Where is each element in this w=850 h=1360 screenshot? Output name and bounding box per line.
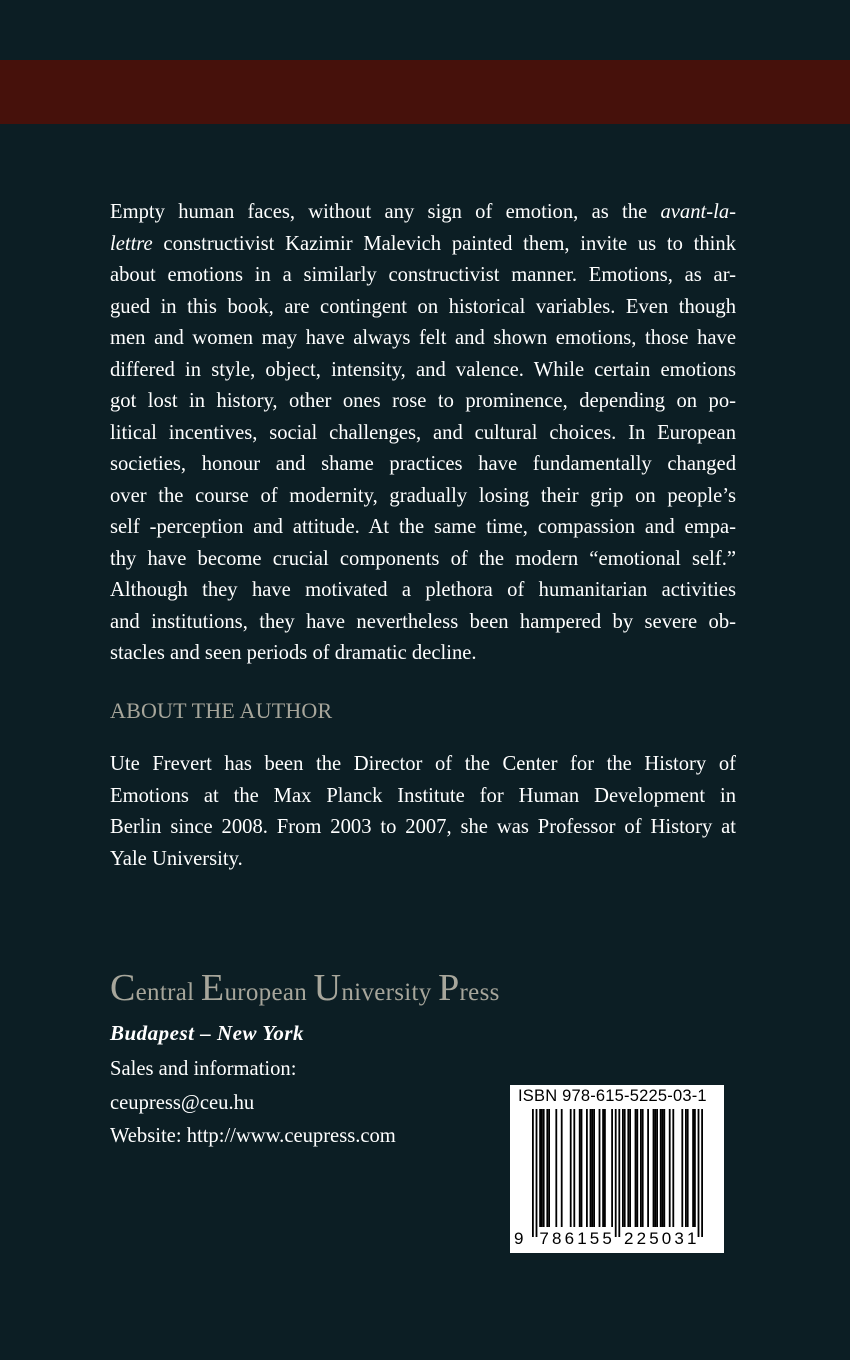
- description-line: men and women may have always felt and shown emotions, those have: [110, 327, 736, 349]
- barcode-bar: [624, 1109, 626, 1227]
- barcode-bar: [573, 1109, 575, 1227]
- barcode-bar: [590, 1109, 592, 1227]
- publisher-word-rest: ress: [459, 979, 500, 1006]
- book-description: [110, 197, 736, 670]
- description-line: about emotions in a similarly constructivist manner. Emotions, as ar-: [110, 264, 736, 286]
- barcode-digit: 0: [661, 1229, 672, 1248]
- isbn-label: ISBN 978-615-5225-03-1: [518, 1087, 707, 1105]
- barcode-bar: [581, 1109, 583, 1227]
- barcode-bar: [698, 1109, 700, 1237]
- isbn-barcode: [510, 1085, 724, 1253]
- publisher-email[interactable]: ceupress@ceu.hu: [110, 1092, 255, 1114]
- bio-line: Ute Frevert has been the Director of the Center for the History of: [110, 753, 736, 775]
- barcode-bar: [663, 1109, 665, 1227]
- barcode-bar: [681, 1109, 683, 1227]
- description-text: Empty human faces, without any sign of emotion, as the: [110, 201, 661, 223]
- barcode-bar: [622, 1109, 624, 1227]
- barcode-bar: [539, 1109, 541, 1227]
- bio-line: Emotions at the Max Planck Institute for Human Development in: [110, 784, 736, 807]
- publisher-word-rest: niversity: [341, 979, 439, 1006]
- publisher-initial: C: [110, 967, 136, 1009]
- description-line: Although they have motivated a plethora of humanitarian activities: [110, 579, 736, 601]
- barcode-bar: [561, 1109, 563, 1227]
- description-line: litical incentives, social challenges, and cultural choices. In European: [110, 421, 736, 444]
- author-bio: [110, 749, 736, 875]
- bio-line: Yale University.: [110, 847, 243, 870]
- barcode-bar: [591, 1109, 593, 1227]
- barcode-bar: [570, 1109, 572, 1227]
- barcode-bar: [653, 1109, 655, 1227]
- barcode-digit: 2: [636, 1229, 647, 1248]
- description-line: got lost in history, other ones rose to prominence, depending on po-: [110, 390, 736, 412]
- barcode-bar: [555, 1109, 557, 1227]
- sales-info-label: Sales and information:: [110, 1058, 297, 1080]
- barcode-bar: [604, 1109, 606, 1227]
- barcode-bar: [701, 1109, 703, 1237]
- barcode-bar: [685, 1109, 687, 1227]
- barcode-digit: 5: [589, 1229, 600, 1248]
- barcode-bar: [618, 1109, 620, 1237]
- barcode-bar: [593, 1109, 595, 1227]
- barcode-bar: [536, 1109, 538, 1237]
- barcode-bar: [647, 1109, 649, 1227]
- barcode-bar: [660, 1109, 662, 1227]
- barcode-digit: 1: [687, 1229, 697, 1248]
- barcode-bar: [694, 1109, 696, 1227]
- barcode-bar: [602, 1109, 604, 1227]
- barcode-bar: [543, 1109, 545, 1227]
- barcode-bar: [546, 1109, 548, 1227]
- publisher-cities: Budapest – New York: [110, 1021, 305, 1045]
- barcode-digit: 5: [649, 1229, 659, 1248]
- barcode-bar: [611, 1109, 613, 1227]
- publisher-word-rest: uropean: [224, 979, 314, 1006]
- description-line: differed in style, object, intensity, and valence. While certain emotions: [110, 358, 736, 381]
- publisher-initial: P: [438, 967, 460, 1009]
- barcode-bar: [687, 1109, 689, 1227]
- barcode-digit: 9: [514, 1229, 524, 1248]
- barcode-bar: [629, 1109, 631, 1227]
- description-line: and institutions, they have nevertheless been hampered by severe ob-: [110, 610, 736, 633]
- barcode-bar: [662, 1109, 664, 1227]
- barcode-bar: [548, 1109, 550, 1227]
- barcode-bar: [541, 1109, 543, 1227]
- publisher-initial: U: [313, 967, 342, 1009]
- description-line: thy have become crucial components of the modern “emotional self.”: [110, 547, 736, 570]
- barcode-bar: [672, 1109, 674, 1227]
- barcode-bar: [627, 1109, 629, 1227]
- barcode-bar: [654, 1109, 656, 1227]
- barcode-bar: [656, 1109, 658, 1227]
- barcode-bar: [692, 1109, 694, 1227]
- barcode-bar: [615, 1109, 617, 1237]
- barcode-bar: [635, 1109, 637, 1227]
- description-line: over the course of modernity, gradually losing their grip on people’s: [110, 484, 736, 507]
- barcode-graphic: [510, 1085, 724, 1253]
- barcode-digit: 2: [624, 1229, 634, 1248]
- barcode-bar: [669, 1109, 671, 1227]
- description-line: societies, honour and shame practices have fundamentally changed: [110, 453, 736, 475]
- barcode-digit: 1: [577, 1229, 587, 1248]
- barcode-bar: [636, 1109, 638, 1227]
- top-color-band: [0, 60, 850, 124]
- publisher-name: [110, 966, 500, 1010]
- barcode-bar: [579, 1109, 581, 1227]
- barcode-digit: 3: [674, 1229, 684, 1248]
- description-line: [110, 229, 736, 261]
- description-line: gued in this book, are contingent on historical variables. Even though: [110, 295, 736, 318]
- barcode-bar: [532, 1109, 534, 1237]
- description-italic-text: lettre: [110, 232, 153, 255]
- publisher-word-rest: entral: [135, 979, 201, 1006]
- description-line: [110, 197, 736, 229]
- barcode-digit: 5: [602, 1229, 612, 1248]
- barcode-bar: [640, 1109, 642, 1227]
- barcode-digit: 6: [564, 1229, 575, 1248]
- description-line: self -perception and attitude. At the same time, compassion and empa-: [110, 516, 736, 538]
- publisher-initial: E: [200, 967, 225, 1009]
- barcode-digit: 7: [539, 1229, 549, 1248]
- description-italic-text: avant-la-: [660, 201, 736, 223]
- barcode-bar: [642, 1109, 644, 1227]
- barcode-bar: [586, 1109, 588, 1227]
- description-text: constructivist Kazimir Malevich painted them, invite us to think: [152, 232, 736, 255]
- bio-line: Berlin since 2008. From 2003 to 2007, she was Professor of History at: [110, 816, 736, 838]
- barcode-bar: [599, 1109, 601, 1227]
- description-line: stacles and seen periods of dramatic decline.: [110, 642, 477, 664]
- about-author-heading: ABOUT THE AUTHOR: [110, 698, 333, 723]
- barcode-digit: 8: [552, 1229, 562, 1248]
- publisher-website[interactable]: Website: http://www.ceupress.com: [110, 1125, 396, 1147]
